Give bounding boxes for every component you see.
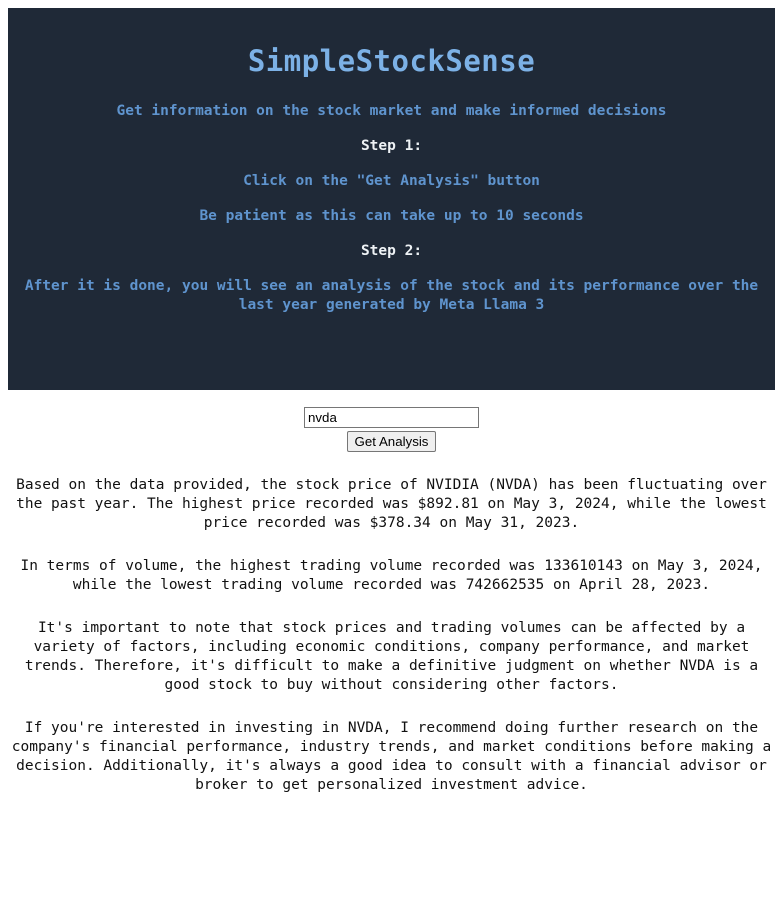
ticker-input[interactable]	[304, 407, 479, 428]
stock-form	[8, 407, 775, 452]
step1-label: Step 1:	[360, 138, 423, 154]
header-panel	[8, 8, 775, 390]
analysis-paragraph: Based on the data provided, the stock price of NVIDIA (NVDA) has been fluctuating over the past year. The highest price recorded was $892.81 on May 3, 2024, while the lowest price recorded was $378.34 on May 31, 2023.	[16, 477, 767, 531]
app-title: SimpleStockSense	[247, 44, 536, 78]
analysis-section	[8, 476, 775, 795]
step1-instruction: Click on the "Get Analysis" button	[243, 173, 540, 189]
step2-label: Step 2:	[360, 243, 423, 259]
analysis-paragraph: It's important to note that stock prices and trading volumes can be affected by a variety of factors, including economic conditions, company performance, and market trends. Therefore, it's difficult to make a definitive judgment on whether NVDA is a good stock to buy without considering other factors.	[24, 620, 759, 693]
get-analysis-button[interactable]: Get Analysis	[347, 431, 437, 452]
app-subtitle: Get information on the stock market and make informed decisions	[116, 103, 667, 119]
analysis-paragraph: If you're interested in investing in NVDA, I recommend doing further research on the company's financial performance, industry trends, and market conditions before making a decision. Additionally, it's always a good idea to consult with a financial advisor or broker to get personalized investment advice.	[11, 720, 772, 793]
analysis-paragraph: In terms of volume, the highest trading volume recorded was 133610143 on May 3, 2024, while the lowest trading volume recorded was 742662535 on April 28, 2023.	[20, 558, 763, 593]
step2-instruction: After it is done, you will see an analysis of the stock and its performance over the last year generated by Meta Llama 3	[24, 278, 759, 313]
step1-note: Be patient as this can take up to 10 seconds	[199, 208, 584, 224]
